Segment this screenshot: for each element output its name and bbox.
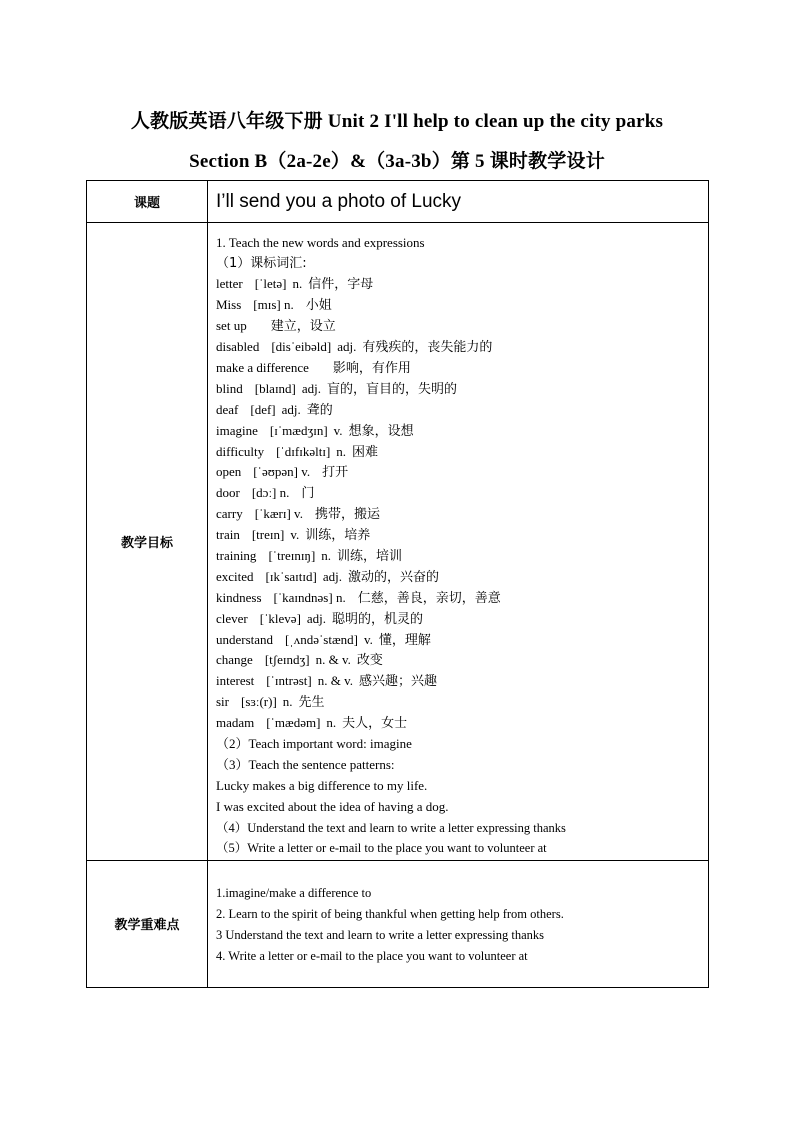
- objective-point-2: （2）Teach important word: imagine: [216, 736, 412, 752]
- vocab-phonetic: [blaɪnd]: [254, 380, 296, 396]
- vocab-phonetic: [def]: [250, 401, 276, 417]
- vocab-phonetic: [ˈdɪfɪkəltɪ]: [276, 443, 331, 459]
- topic-row: [87, 181, 709, 223]
- vocab-word: interest: [216, 673, 255, 689]
- vocab-meaning: 困难: [352, 444, 379, 460]
- vocab-item: [216, 692, 708, 713]
- vocab-meaning: 改变: [356, 653, 383, 669]
- topic-value: I’ll send you a photo of Lucky: [208, 181, 709, 223]
- vocab-pos: v.: [290, 527, 300, 543]
- vocab-item: [216, 546, 708, 567]
- sentence-pattern-2: I was excited about the idea of having a dog.: [216, 798, 449, 814]
- vocab-meaning: 训练，培训: [337, 549, 403, 564]
- sentence-pattern-1: Lucky makes a big difference to my life.: [216, 777, 428, 793]
- vocab-meaning: 训练，培养: [305, 528, 371, 544]
- vocab-phonetic: [ɪˈmædʒɪn]: [269, 422, 328, 438]
- vocab-word: letter: [216, 276, 243, 292]
- difficulty-item: 3 Understand the text and learn to write a letter expressing thanks: [216, 927, 545, 942]
- vocab-pos: n.: [282, 694, 293, 710]
- vocab-pos: n.: [336, 443, 347, 459]
- vocab-phonetic: [ɪkˈsaɪtɪd]: [265, 568, 317, 584]
- vocab-item: [216, 630, 708, 651]
- vocab-item: [216, 400, 708, 421]
- vocab-meaning: 门: [301, 486, 315, 502]
- vocab-phonetic: [dɔː] n.: [251, 485, 290, 501]
- vocab-item: [216, 525, 708, 546]
- vocab-word: set up: [216, 318, 247, 334]
- vocab-phonetic: [ˈəʊpən] v.: [253, 464, 311, 480]
- vocab-phonetic: [mɪs] n.: [253, 297, 294, 313]
- vocab-item: [216, 609, 708, 630]
- vocab-item: [216, 358, 708, 379]
- vocab-phonetic: [ˈkaɪndnəs] n.: [273, 589, 346, 605]
- objectives-row: [87, 223, 709, 861]
- vocab-phonetic: [disˈeibəld]: [271, 339, 332, 355]
- vocab-meaning: 仁慈，善良，亲切，善意: [357, 590, 501, 606]
- vocab-pos: adj.: [322, 568, 342, 584]
- document-subtitle: Section B（2a-2e）&（3a-3b）第 5 课时教学设计: [189, 151, 605, 172]
- vocab-word: imagine: [216, 422, 258, 438]
- vocab-word: madam: [216, 715, 255, 731]
- document-title: 人教版英语八年级下册 Unit 2 I'll help to clean up the city parks: [130, 111, 664, 132]
- vocab-phonetic: [tʃeɪndʒ]: [264, 652, 310, 668]
- vocab-word: Miss: [216, 297, 242, 313]
- vocab-word: carry: [216, 506, 243, 522]
- vocab-heading: （1）课标词汇:: [216, 255, 307, 271]
- difficulty-item: 2. Learn to the spirit of being thankful when getting help from others.: [216, 906, 564, 921]
- vocab-word: make a difference: [216, 359, 309, 375]
- difficulties-label: 教学重难点: [87, 861, 208, 988]
- vocab-pos: n.: [321, 548, 332, 563]
- vocab-word: understand: [216, 631, 274, 647]
- vocab-item: [216, 337, 708, 358]
- topic-label: 课题: [87, 181, 208, 223]
- vocab-pos: adj.: [281, 401, 301, 417]
- vocab-item: [216, 295, 708, 316]
- vocab-phonetic: [treɪn]: [251, 527, 285, 543]
- vocab-pos: n.: [292, 276, 303, 292]
- vocab-phonetic: [ˈletə]: [254, 276, 287, 292]
- vocab-pos: adj.: [306, 610, 327, 626]
- vocab-pos: n. & v.: [315, 652, 351, 668]
- vocab-word: kindness: [216, 589, 262, 605]
- vocab-pos: n. & v.: [317, 673, 354, 689]
- vocab-list: [216, 274, 708, 734]
- vocab-phonetic: [sɜː(r)]: [241, 694, 277, 710]
- vocab-word: blind: [216, 380, 243, 396]
- vocab-word: open: [216, 464, 242, 480]
- objective-point-5: （5）Write a letter or e-mail to the place you want to volunteer at: [216, 841, 547, 856]
- vocab-pos: adj.: [301, 380, 322, 396]
- vocab-meaning: 打开: [322, 465, 349, 481]
- vocab-item: [216, 671, 708, 692]
- vocab-item: [216, 274, 708, 295]
- vocab-word: deaf: [216, 401, 239, 417]
- objectives-content: [208, 223, 709, 861]
- vocab-phonetic: [ˈklevə]: [259, 610, 301, 626]
- vocab-item: [216, 504, 708, 525]
- vocab-item: [216, 316, 708, 337]
- vocab-item: [216, 483, 708, 504]
- vocab-meaning: 激动的，兴奋的: [347, 569, 439, 585]
- vocab-word: door: [216, 485, 240, 501]
- difficulties-row: [87, 861, 709, 988]
- vocab-pos: v.: [333, 422, 343, 438]
- vocab-meaning: 想象，设想: [348, 423, 414, 439]
- vocab-meaning: 先生: [298, 695, 325, 711]
- vocab-phonetic: [ˈkærɪ] v.: [254, 506, 303, 522]
- vocab-item: [216, 567, 708, 588]
- vocab-word: disabled: [216, 339, 260, 355]
- vocab-item: [216, 713, 708, 734]
- vocab-meaning: 携带，搬运: [314, 507, 380, 523]
- vocab-item: [216, 421, 708, 442]
- vocab-item: [216, 379, 708, 400]
- vocab-meaning: 夫人，女士: [342, 716, 408, 732]
- vocab-word: train: [216, 527, 240, 543]
- objective-point-4: （4）Understand the text and learn to write a letter expressing thanks: [216, 820, 566, 835]
- objectives-intro: 1. Teach the new words and expressions: [216, 234, 425, 250]
- vocab-phonetic: [ˌʌndəˈstænd]: [285, 631, 358, 647]
- vocab-phonetic: [ˈtreɪnɪŋ]: [268, 548, 316, 563]
- vocab-word: training: [216, 548, 257, 563]
- vocab-item: [216, 462, 708, 483]
- vocab-meaning: 信件，字母: [308, 277, 374, 293]
- difficulty-item: 4. Write a letter or e-mail to the place you want to volunteer at: [216, 948, 528, 963]
- vocab-word: clever: [216, 610, 248, 626]
- vocab-word: difficulty: [216, 443, 265, 459]
- vocab-phonetic: [ˈmædəm]: [266, 715, 321, 731]
- vocab-meaning: 聪明的，机灵的: [332, 611, 424, 627]
- vocab-item: [216, 650, 708, 671]
- vocab-meaning: 盲的，盲目的，失明的: [327, 381, 458, 397]
- vocab-meaning: 有残疾的，丧失能力的: [362, 340, 493, 356]
- vocab-meaning: 懂，理解: [378, 632, 431, 648]
- vocab-meaning: 感兴趣；兴趣: [359, 674, 438, 690]
- difficulty-item: 1.imagine/make a difference to: [216, 886, 372, 900]
- vocab-word: sir: [216, 694, 229, 710]
- vocab-pos: v.: [363, 631, 373, 647]
- vocab-word: excited: [216, 568, 254, 584]
- vocab-item: [216, 442, 708, 463]
- vocab-word: change: [216, 652, 253, 668]
- vocab-meaning: 小姐: [305, 298, 332, 314]
- vocab-meaning: 影响，有作用: [332, 360, 411, 376]
- vocab-pos: n.: [326, 715, 337, 731]
- lesson-plan-table: [86, 180, 709, 988]
- vocab-item: [216, 588, 708, 609]
- vocab-pos: adj.: [337, 339, 357, 355]
- difficulties-content: [208, 861, 709, 988]
- vocab-phonetic: [ˈɪntrəst]: [266, 673, 312, 689]
- vocab-meaning: 聋的: [306, 402, 333, 418]
- vocab-meaning: 建立，设立: [270, 319, 336, 335]
- objective-point-3: （3）Teach the sentence patterns:: [216, 756, 395, 772]
- objectives-label: 教学目标: [87, 223, 208, 861]
